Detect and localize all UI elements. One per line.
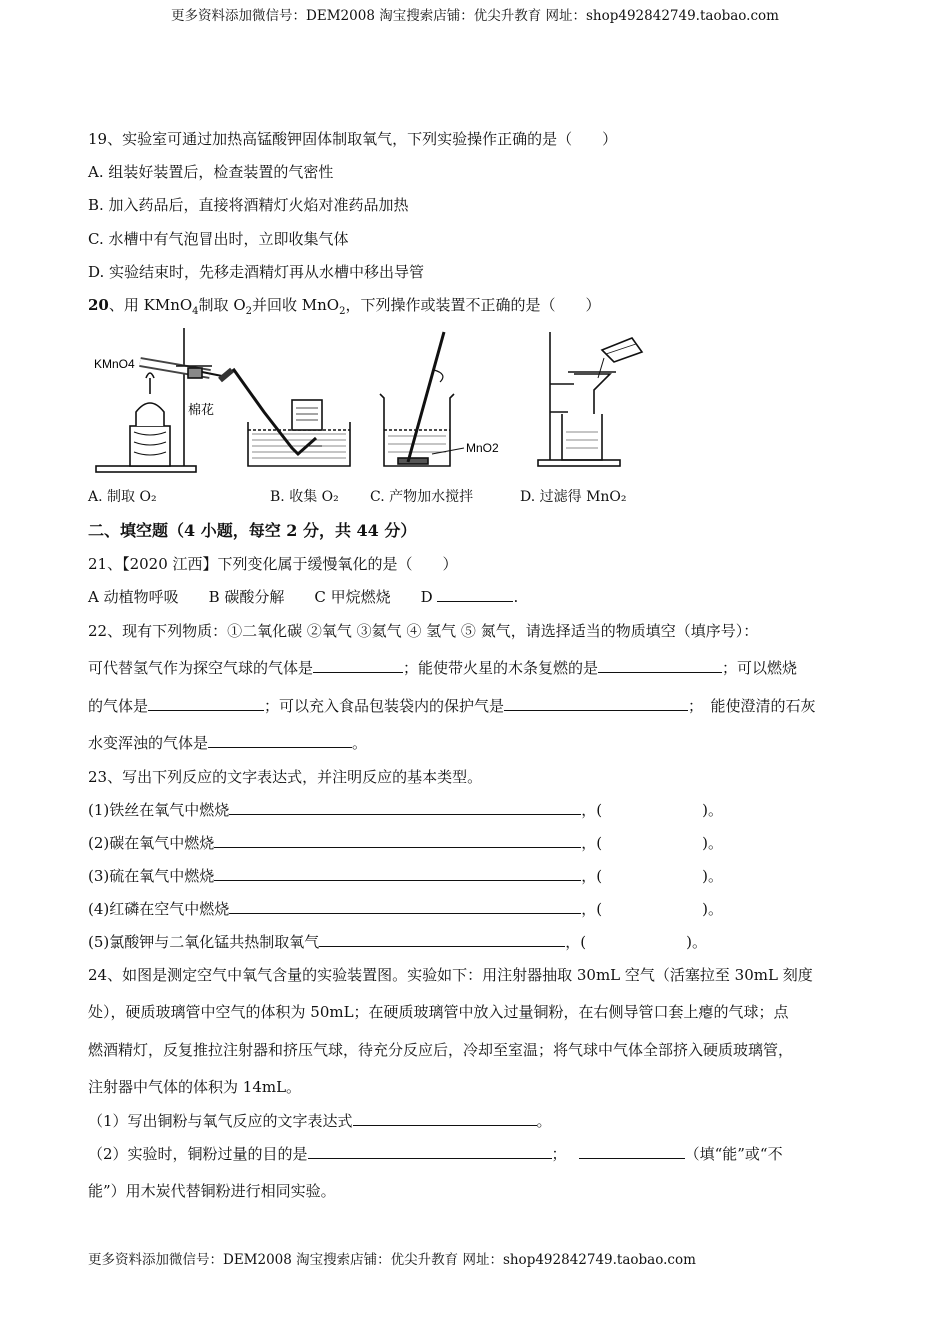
caption-d: D. 过滤得 MnO₂ — [520, 489, 627, 505]
page-footer: 更多资料添加微信号：DEM2008 淘宝搜索店铺：优尖升教育 网址：shop492842749.taobao.com — [88, 1252, 696, 1268]
label-mno2: MnO2 — [466, 441, 499, 455]
page-header: 更多资料添加微信号：DEM2008 淘宝搜索店铺：优尖升教育 网址：shop492842749.taobao.com — [171, 8, 779, 24]
q21-end: . — [513, 588, 519, 606]
q23-equation-blank[interactable] — [229, 899, 581, 914]
q22-line4 — [88, 732, 367, 753]
label-cotton: 棉花 — [188, 402, 215, 417]
q24-line3: 燃酒精灯，反复推拉注射器和挤压气球，待充分反应后，冷却至室温；将气球中气体全部挤入硬质玻璃管， — [88, 1041, 794, 1059]
q23-mid: ，( — [581, 867, 603, 885]
q21-blank[interactable] — [437, 587, 513, 602]
q24-blank-2[interactable] — [308, 1144, 552, 1159]
q20-sub: 2 — [245, 306, 252, 317]
q23-mid: ，( — [581, 834, 603, 852]
q19-option-c: C. 水槽中有气泡冒出时，立即收集气体 — [88, 230, 349, 248]
q23-equation-blank[interactable] — [214, 866, 581, 881]
q19-option-a: A. 组装好装置后，检查装置的气密性 — [88, 163, 334, 181]
q20-stem-part: 并回收 MnO — [252, 296, 340, 314]
q23-mid: ，( — [581, 801, 603, 819]
q23-end: )。 — [702, 801, 723, 819]
q24-blank-3[interactable] — [579, 1144, 685, 1159]
q23-end: )。 — [702, 900, 723, 918]
q22-line1: 22、现有下列物质：①二氧化碳 ②氧气 ③氦气 ④ 氢气 ⑤ 氮气，请选择适当的物质填空（填序号）： — [88, 622, 759, 640]
q24-line2: 处），硬质玻璃管中空气的体积为 50mL；在硬质玻璃管中放入过量铜粉，在右侧导管口套上瘪的气球；点 — [88, 1003, 789, 1021]
q24-text: （1）写出铜粉与氧气反应的文字表达式 — [88, 1112, 353, 1130]
figure-a-heating-apparatus — [96, 328, 222, 472]
figure-b-collection-apparatus — [220, 370, 350, 466]
q24-line4: 注射器中气体的体积为 14mL。 — [88, 1078, 302, 1096]
q24-line-last: 能”）用木炭代替铜粉进行相同实验。 — [88, 1182, 336, 1200]
q23-end: )。 — [702, 867, 723, 885]
q21-options-text: A 动植物呼吸 B 碳酸分解 C 甲烷燃烧 D — [88, 588, 433, 606]
q19-stem: 19、实验室可通过加热高锰酸钾固体制取氧气，下列实验操作正确的是（ ） — [88, 130, 618, 148]
q23-mid: ，( — [581, 900, 603, 918]
q23-item-label: (3)硫在氧气中燃烧 — [88, 867, 215, 885]
q23-item-4 — [88, 898, 723, 919]
q21-stem: 21、【2020 江西】下列变化属于缓慢氧化的是（ ） — [88, 555, 458, 573]
q20-stem-part: 、用 KMnO — [108, 296, 193, 314]
q23-item-2 — [88, 832, 723, 853]
q22-blank-3[interactable] — [148, 696, 264, 711]
q23-mid: ，( — [565, 933, 587, 951]
q23-item-label: (2)碳在氧气中燃烧 — [88, 834, 215, 852]
q24-blank-1[interactable] — [353, 1111, 537, 1126]
q24-part2 — [88, 1143, 783, 1164]
section-title: 二、填空题（4 小题，每空 2 分，共 44 分） — [88, 521, 417, 540]
q22-text: 水变浑浊的气体是 — [88, 734, 209, 752]
q24-text: （2）实验时，铜粉过量的目的是 — [88, 1145, 308, 1163]
q23-equation-blank[interactable] — [229, 800, 581, 815]
q20-sub: 4 — [192, 306, 199, 317]
q24-text: ； — [551, 1145, 567, 1163]
q21-options — [88, 586, 518, 607]
q23-equation-blank[interactable] — [319, 932, 565, 947]
q22-text: 的气体是 — [88, 697, 149, 715]
q20-stem — [88, 294, 600, 317]
q23-item-5 — [88, 931, 707, 952]
q22-text: ；可以燃烧 — [722, 659, 798, 677]
q24-text: （填“能”或“不 — [684, 1145, 783, 1163]
q23-item-3 — [88, 865, 723, 886]
q20-number: 20 — [88, 296, 109, 314]
q23-end: )。 — [686, 933, 707, 951]
q24-text: 。 — [536, 1112, 552, 1130]
q22-text: 。 — [352, 734, 368, 752]
figure-c-stirring-apparatus — [380, 332, 464, 466]
q24-line1: 24、如图是测定空气中氧气含量的实验装置图。实验如下：用注射器抽取 30mL 空气（活塞拉至 30mL 刻度 — [88, 966, 813, 984]
q22-text: 可代替氢气作为探空气球的气体是 — [88, 659, 314, 677]
q22-text: ；能使带火星的木条复燃的是 — [403, 659, 599, 677]
q23-item-label: (5)氯酸钾与二氧化锰共热制取氧气 — [88, 933, 320, 951]
caption-b: B. 收集 O₂ — [270, 489, 339, 505]
q22-text: ；可以充入食品包装袋内的保护气是 — [264, 697, 505, 715]
q22-blank-1[interactable] — [313, 658, 403, 673]
q22-text: ； 能使澄清的石灰 — [688, 697, 816, 715]
q20-stem-part: 制取 O — [198, 296, 246, 314]
q20-stem-part: ，下列操作或装置不正确的是（ ） — [345, 296, 601, 314]
q20-sub: 2 — [339, 306, 346, 317]
caption-c: C. 产物加水搅拌 — [370, 489, 474, 505]
q23-stem: 23、写出下列反应的文字表达式，并注明反应的基本类型。 — [88, 768, 483, 786]
q23-item-label: (1)铁丝在氧气中燃烧 — [88, 801, 230, 819]
caption-a: A. 制取 O₂ — [88, 489, 157, 505]
q24-part1 — [88, 1110, 552, 1131]
q22-line2 — [88, 657, 797, 678]
q19-option-d: D. 实验结束时，先移走酒精灯再从水槽中移出导管 — [88, 263, 425, 281]
q22-blank-5[interactable] — [208, 733, 352, 748]
q23-item-label: (4)红磷在空气中燃烧 — [88, 900, 230, 918]
q20-apparatus-figure — [92, 328, 652, 480]
q19-option-b: B. 加入药品后，直接将酒精灯火焰对准药品加热 — [88, 196, 409, 214]
figure-d-filtration-apparatus — [538, 332, 642, 466]
q23-end: )。 — [702, 834, 723, 852]
label-kmno4: KMnO4 — [94, 357, 135, 371]
q22-line3 — [88, 695, 816, 716]
q22-blank-2[interactable] — [598, 658, 722, 673]
q23-item-1 — [88, 799, 723, 820]
q23-equation-blank[interactable] — [214, 833, 581, 848]
q22-blank-4[interactable] — [504, 696, 688, 711]
